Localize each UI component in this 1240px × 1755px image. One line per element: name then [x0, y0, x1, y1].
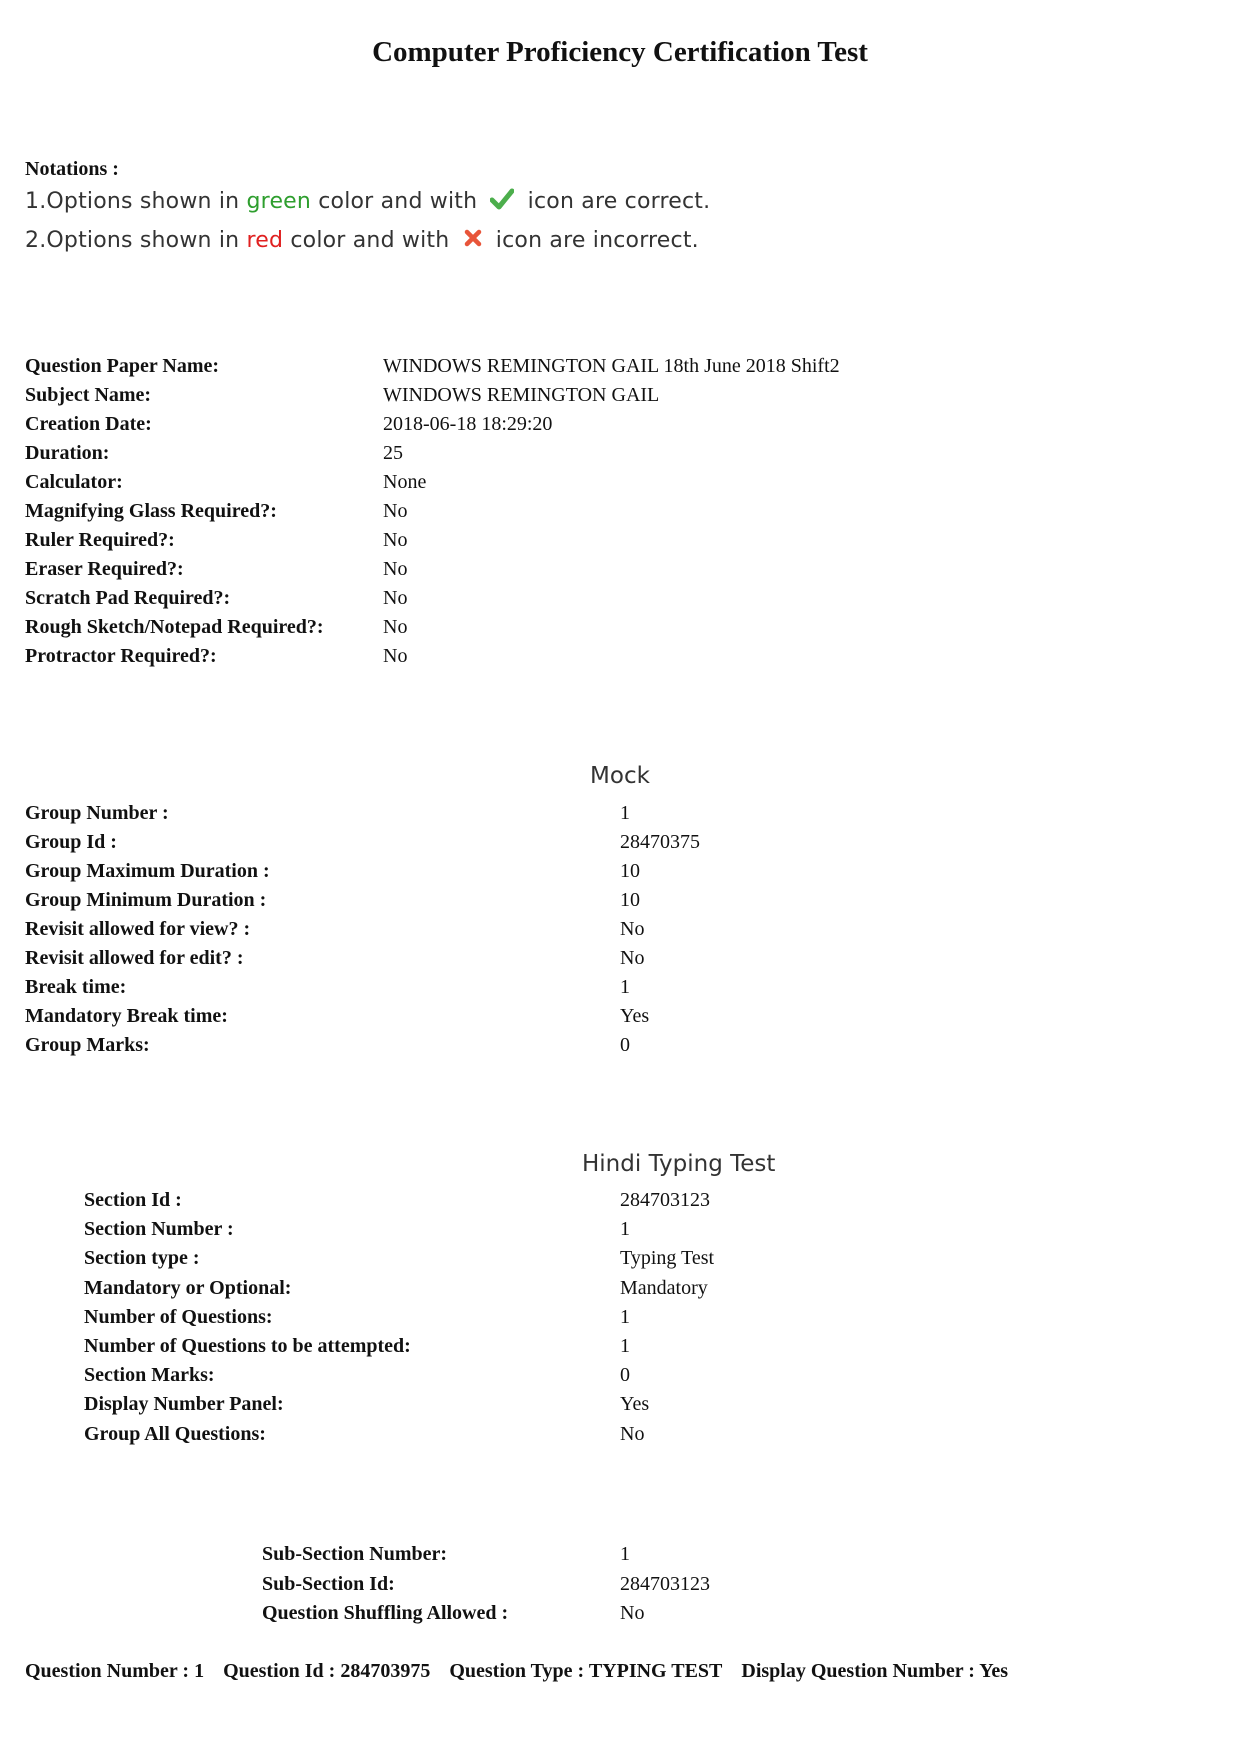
- display-question-number: Display Question Number : Yes: [741, 1660, 1009, 1682]
- paper-info-value: No: [383, 645, 408, 667]
- group-info-row: [0, 799, 1240, 828]
- section-info-value: 0: [620, 1364, 630, 1387]
- paper-info-row: [0, 352, 1240, 381]
- section-info-label: Mandatory or Optional:: [84, 1276, 292, 1299]
- check-icon: [490, 188, 514, 216]
- section-info-row: [0, 1361, 1240, 1390]
- group-info-row: [0, 915, 1240, 944]
- section-info-label: Display Number Panel:: [84, 1393, 284, 1416]
- group-info-value: 10: [620, 889, 640, 911]
- paper-info-value: None: [383, 471, 427, 493]
- paper-info-value: No: [383, 529, 408, 551]
- paper-info-value: No: [383, 616, 408, 638]
- paper-info-row: [0, 381, 1240, 410]
- paper-info-label: Ruler Required?:: [25, 529, 175, 551]
- group-info-row: [0, 1031, 1240, 1060]
- paper-info-label: Question Paper Name:: [25, 355, 220, 377]
- group-info-row: [0, 973, 1240, 1002]
- section-info-label: Section type :: [84, 1247, 200, 1270]
- paper-info-row: [0, 642, 1240, 671]
- notation-correct-prefix: 1.Options shown in: [25, 189, 247, 214]
- group-info-label: Revisit allowed for view? :: [25, 918, 251, 940]
- section-info-value: Yes: [620, 1393, 650, 1416]
- group-info-value: No: [620, 947, 645, 969]
- paper-info-label: Subject Name:: [25, 384, 152, 406]
- group-info-value: Yes: [620, 1005, 650, 1027]
- notation-incorrect: [25, 228, 699, 254]
- cross-icon: [463, 228, 483, 254]
- section-info-value: Mandatory: [620, 1276, 708, 1299]
- group-info-value: 10: [620, 860, 640, 882]
- group-info-label: Revisit allowed for edit? :: [25, 947, 244, 969]
- paper-info-label: Magnifying Glass Required?:: [25, 500, 277, 522]
- paper-info-label: Calculator:: [25, 471, 123, 493]
- paper-info-value: 2018-06-18 18:29:20: [383, 413, 553, 435]
- notation-incorrect-color-word: red: [246, 228, 284, 253]
- paper-info-label: Creation Date:: [25, 413, 152, 435]
- question-id: Question Id : 284703975: [223, 1660, 431, 1682]
- subsection-info-value: 1: [620, 1543, 630, 1565]
- paper-info-value: No: [383, 587, 408, 609]
- subsection-info-value: 284703123: [620, 1572, 710, 1595]
- notation-correct-suffix: icon are correct.: [520, 189, 711, 214]
- section-info-value: Typing Test: [620, 1247, 715, 1270]
- paper-info-row: [0, 555, 1240, 584]
- paper-info-value: 25: [383, 442, 403, 464]
- section-info-label: Section Marks:: [84, 1364, 215, 1387]
- paper-info-row: [0, 584, 1240, 613]
- section-info-value: 1: [620, 1335, 630, 1357]
- paper-info-row: [0, 410, 1240, 439]
- section-info-row: [0, 1420, 1240, 1449]
- group-info-label: Group Marks:: [25, 1034, 150, 1056]
- group-info-label: Mandatory Break time:: [25, 1005, 228, 1027]
- section-info-value: 1: [620, 1218, 630, 1241]
- notation-correct-middle: color and with: [311, 189, 485, 214]
- notation-incorrect-prefix: 2.Options shown in: [25, 228, 247, 253]
- section-info-label: Section Number :: [84, 1218, 234, 1241]
- subsection-info-row: [0, 1540, 1240, 1569]
- notations-heading: Notations :: [25, 158, 119, 180]
- paper-info-value: No: [383, 500, 408, 522]
- group-info-row: [0, 886, 1240, 915]
- group-info-row: [0, 857, 1240, 886]
- section-info-row: [0, 1303, 1240, 1332]
- group-info-value: No: [620, 918, 645, 940]
- document-title: Computer Proficiency Certification Test: [372, 36, 868, 68]
- subsection-info-value: No: [620, 1602, 645, 1624]
- section-info-label: Number of Questions:: [84, 1305, 273, 1328]
- subsection-info-label: Sub-Section Id:: [262, 1572, 395, 1595]
- paper-info-label: Duration:: [25, 442, 110, 464]
- section-info-row: [0, 1274, 1240, 1303]
- group-info-row: [0, 828, 1240, 857]
- paper-info-row: [0, 526, 1240, 555]
- section-info-label: Number of Questions to be attempted:: [84, 1335, 411, 1357]
- notation-incorrect-suffix: icon are incorrect.: [488, 228, 699, 253]
- paper-info-label: Eraser Required?:: [25, 558, 184, 580]
- group-info-value: 0: [620, 1034, 630, 1056]
- group-name: Mock: [590, 763, 650, 789]
- group-info-label: Group Minimum Duration :: [25, 889, 267, 911]
- paper-info-value: No: [383, 558, 408, 580]
- paper-info-row: [0, 439, 1240, 468]
- subsection-info-row: [0, 1599, 1240, 1628]
- question-number: Question Number : 1: [25, 1660, 205, 1682]
- group-info-value: 1: [620, 976, 630, 998]
- group-info-value: 1: [620, 802, 630, 824]
- section-info-label: Section Id :: [84, 1189, 182, 1211]
- question-header: [25, 1660, 1022, 1683]
- paper-info-row: [0, 613, 1240, 642]
- notation-correct-color-word: green: [246, 189, 312, 214]
- group-info-label: Break time:: [25, 976, 127, 998]
- notation-correct: [25, 188, 710, 216]
- section-info-row: [0, 1244, 1240, 1273]
- paper-info-label: Protractor Required?:: [25, 645, 217, 667]
- section-info-label: Group All Questions:: [84, 1422, 266, 1445]
- section-info-row: [0, 1215, 1240, 1244]
- group-info-value: 28470375: [620, 831, 700, 853]
- section-name: Hindi Typing Test: [582, 1151, 776, 1177]
- section-info-row: [0, 1332, 1240, 1361]
- paper-info-row: [0, 468, 1240, 497]
- subsection-info-row: [0, 1570, 1240, 1599]
- group-info-label: Group Number :: [25, 802, 169, 824]
- notation-incorrect-middle: color and with: [283, 228, 457, 253]
- paper-info-value: WINDOWS REMINGTON GAIL 18th June 2018 Shift2: [383, 355, 840, 377]
- section-info-value: 1: [620, 1305, 630, 1328]
- section-info-row: [0, 1390, 1240, 1419]
- paper-info-value: WINDOWS REMINGTON GAIL: [383, 384, 660, 406]
- section-info-value: No: [620, 1422, 645, 1445]
- subsection-info-label: Sub-Section Number:: [262, 1543, 448, 1565]
- subsection-info-label: Question Shuffling Allowed :: [262, 1602, 509, 1624]
- section-info-value: 284703123: [620, 1189, 710, 1211]
- paper-info-row: [0, 497, 1240, 526]
- section-info-row: [0, 1186, 1240, 1215]
- group-info-label: Group Maximum Duration :: [25, 860, 270, 882]
- group-info-label: Group Id :: [25, 831, 117, 853]
- group-info-row: [0, 944, 1240, 973]
- question-type: Question Type : TYPING TEST: [449, 1660, 723, 1682]
- paper-info-label: Rough Sketch/Notepad Required?:: [25, 616, 324, 638]
- group-info-row: [0, 1002, 1240, 1031]
- paper-info-label: Scratch Pad Required?:: [25, 587, 231, 609]
